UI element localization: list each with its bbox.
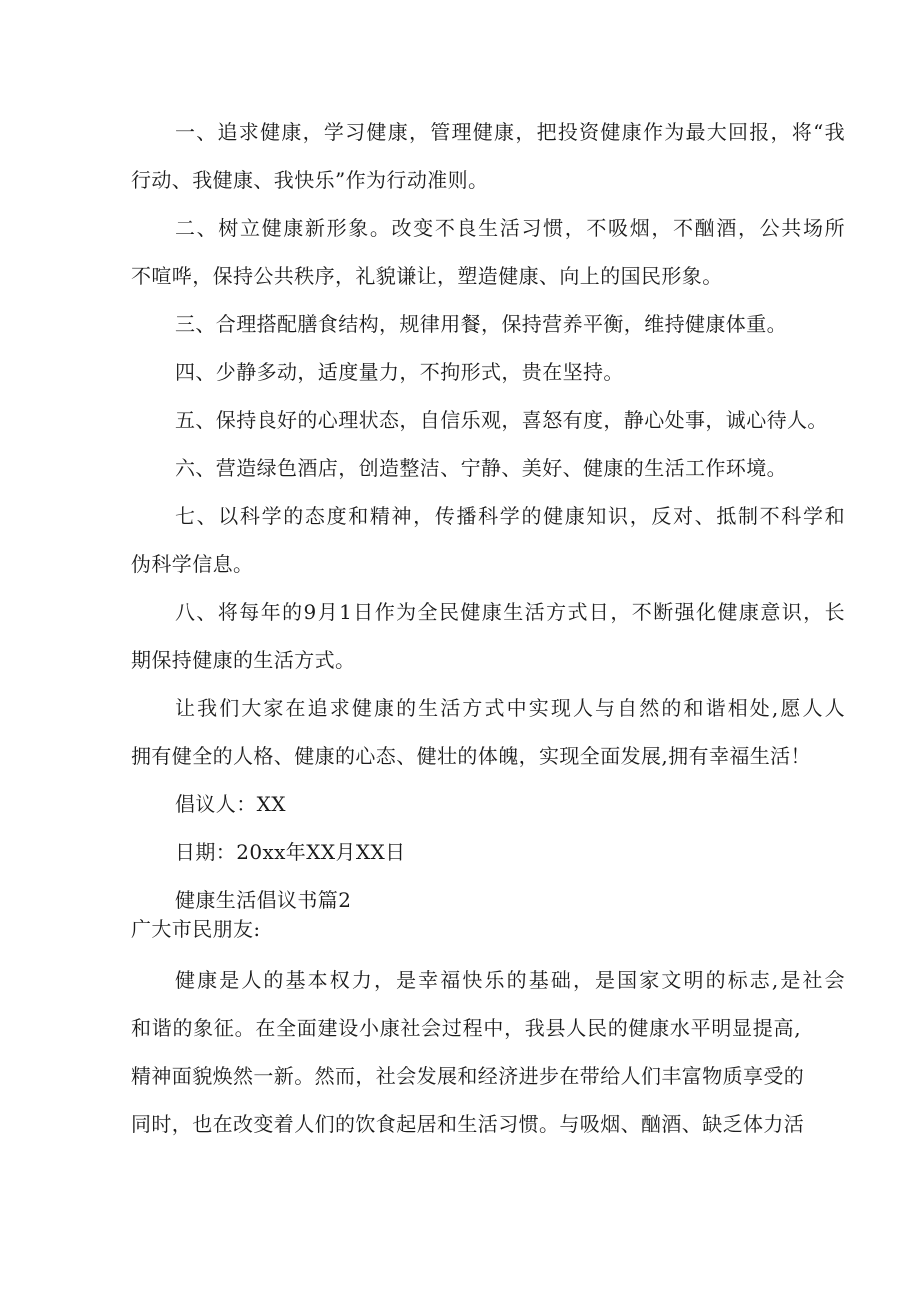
closing-line-1: 让我们大家在追求健康的生活方式中实现人与自然的和谐相处,愿人人 (175, 696, 845, 720)
section-title: 健康生活倡议书篇2 (175, 888, 352, 912)
item-2-line-1: 二、树立健康新形象。改变不良生活习惯，不吸烟，不酗酒，公共场所 (175, 216, 845, 240)
item-5: 五、保持良好的心理状态，自信乐观，喜怒有度，静心处事，诚心待人。 (175, 408, 828, 432)
item-7-line-1: 七、以科学的态度和精神，传播科学的健康知识，反对、抵制不科学和 (175, 504, 845, 528)
item-4: 四、少静多动，适度量力，不拘形式，贵在坚持。 (175, 360, 624, 384)
body-line-1: 健康是人的基本权力，是幸福快乐的基础，是国家文明的标志,是社会 (175, 968, 845, 992)
item-7-line-2: 伪科学信息。 (131, 552, 254, 576)
body-line-2: 和谐的象征。在全面建设小康社会过程中，我县人民的健康水平明显提高, (131, 1016, 801, 1040)
item-1-line-1: 一、追求健康，学习健康，管理健康，把投资健康作为最大回报，将“我 (175, 120, 845, 144)
closing-line-2: 拥有健全的人格、健康的心态、健壮的体魄，实现全面发展,拥有幸福生活！ (131, 744, 811, 768)
item-3: 三、合理搭配膳食结构，规律用餐，保持营养平衡，维持健康体重。 (175, 312, 787, 336)
salutation: 广大市民朋友: (131, 917, 261, 941)
date-line: 日期：20xx年XX月XX日 (175, 840, 406, 864)
item-1-line-2: 行动、我健康、我快乐”作为行动准则。 (131, 168, 489, 192)
body-line-4: 同时，也在改变着人们的饮食起居和生活习惯。与吸烟、酗酒、缺乏体力活 (131, 1112, 805, 1136)
item-2-line-2: 不喧哗，保持公共秩序，礼貌谦让，塑造健康、向上的国民形象。 (131, 264, 723, 288)
body-line-3: 精神面貌焕然一新。然而，社会发展和经济进步在带给人们丰富物质享受的 (131, 1064, 805, 1088)
item-8-line-1: 八、将每年的9月1日作为全民健康生活方式日，不断强化健康意识，长 (175, 600, 845, 624)
proposer-line: 倡议人：XX (175, 792, 286, 816)
item-6: 六、营造绿色酒店，创造整洁、宁静、美好、健康的生活工作环境。 (175, 456, 787, 480)
item-8-line-2: 期保持健康的生活方式。 (131, 648, 356, 672)
